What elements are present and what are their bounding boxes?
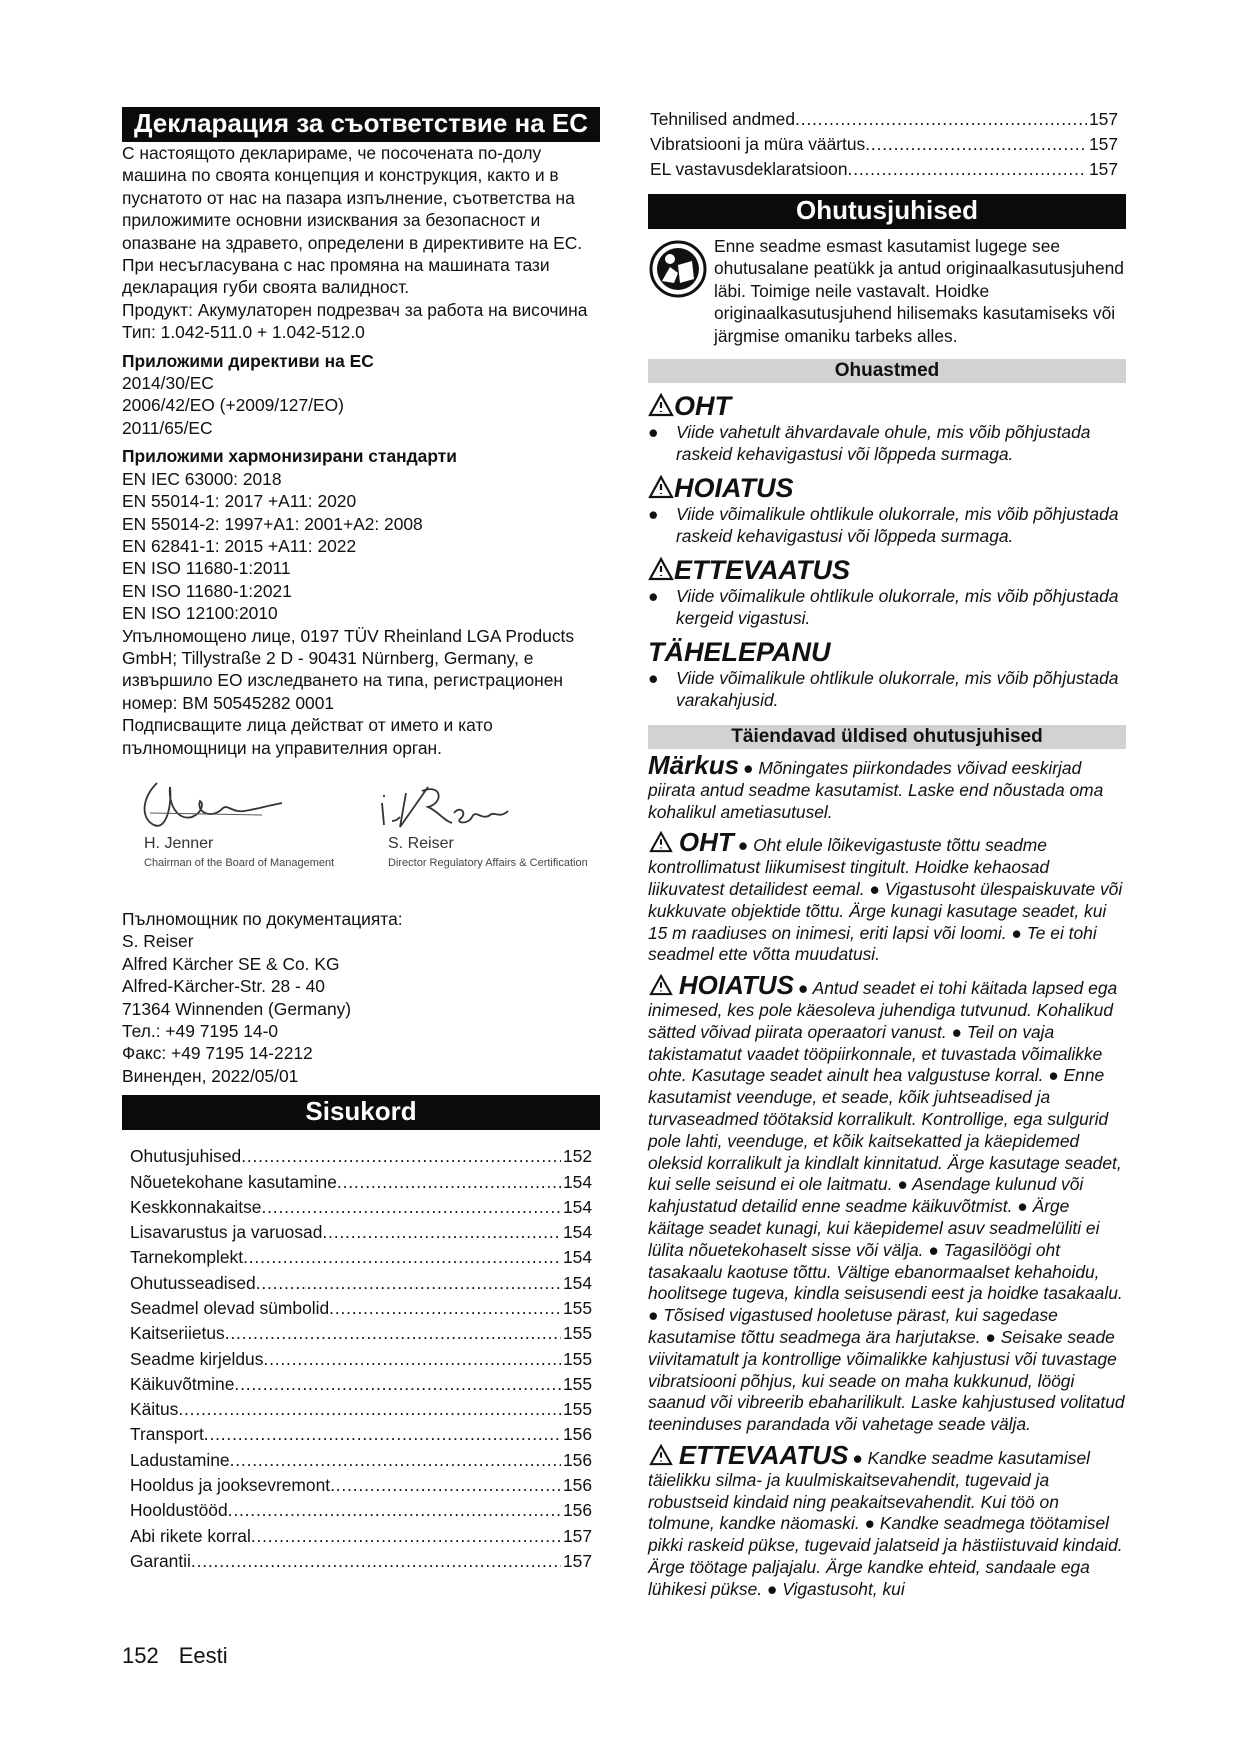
directive-item: 2011/65/ЕС bbox=[122, 417, 213, 438]
toc-entry-page: 155 bbox=[562, 1348, 592, 1369]
toc-entry-page: 155 bbox=[562, 1373, 592, 1394]
signer1-name: H. Jenner bbox=[144, 834, 214, 852]
caution-text: ● Kandke seadme kasutamisel täielikku silma- ja kuulmiskaitsevahendit, tugevaid ja robustseid kindaid ning peakaitsevahendit. Kui töö on tolmune, kandke näomaski. ● Kandke seadmega töötamisel pikki raskeid pükse, tugevaid jalatseid ja hästiistuvaid kindaid. Ärge töötage paljajalu. Ärge kandke ehteid, sandaale ega lühikesi pükse. ● Vigastusoht, kui bbox=[648, 1447, 1123, 1599]
page-footer bbox=[122, 1643, 248, 1669]
standard-item: EN 55014-2: 1997+A1: 2001+A2: 2008 bbox=[122, 513, 423, 534]
toc-entry[interactable] bbox=[130, 1498, 592, 1523]
caution-keyword: ETTEVAATUS bbox=[678, 1439, 849, 1470]
toc-entry[interactable] bbox=[650, 157, 1118, 182]
toc-entry-page: 156 bbox=[562, 1424, 592, 1445]
product-line: Продукт: Акумулаторен подрезвач за работа на височина bbox=[122, 299, 588, 320]
directives-heading: Приложими директиви на ЕС bbox=[122, 350, 374, 371]
signature-reiser bbox=[372, 773, 588, 869]
toc-entry-page: 157 bbox=[1088, 134, 1118, 154]
hazard-desc-text: Viide võimalikule ohtlikule olukorrale, mis võib põhjustada kergeid vigastusi. bbox=[676, 586, 1119, 629]
hazard-heading-text: HOIATUS bbox=[674, 473, 794, 504]
toc-entry-title: Abi rikete korral bbox=[130, 1525, 251, 1546]
toc-entry-title: Tehnilised andmed bbox=[650, 109, 796, 129]
safety-intro bbox=[648, 235, 1126, 347]
toc-entry-title: Nõuetekohane kasutamine bbox=[130, 1171, 337, 1192]
safety-intro-text: Enne seadme esmast kasutamist lugege see ohutusalane peatükk ja antud originaalkasutusjuhend läbi. Toimige neile vastavalt. Hoidke originaalkasutusjuhend hilisemaks kasutamiseks või järgmise omaniku tarbeks alles. bbox=[714, 236, 1124, 346]
signatures-block bbox=[122, 773, 600, 898]
toc-entry-title: Ohutusjuhised bbox=[130, 1146, 242, 1167]
toc-entry-title: Seadmel olevad sümbolid bbox=[130, 1298, 330, 1318]
table-of-contents bbox=[122, 1144, 600, 1574]
toc-entry-page: 156 bbox=[562, 1475, 592, 1496]
toc-entry-title: Käikuvõtmine bbox=[130, 1373, 235, 1394]
danger-keyword: OHT bbox=[678, 827, 734, 858]
toc-entry-title: Transport bbox=[130, 1424, 204, 1445]
toc-entry[interactable] bbox=[130, 1144, 592, 1169]
right-column bbox=[648, 107, 1126, 1601]
standard-item: EN 62841-1: 2015 +A11: 2022 bbox=[122, 535, 357, 556]
toc-entry-page: 154 bbox=[562, 1272, 592, 1293]
standard-item: EN ISO 11680-1:2021 bbox=[122, 580, 292, 601]
toc-entry-page: 154 bbox=[562, 1196, 592, 1217]
toc-entry-title: Vibratsiooni ja müra väärtus bbox=[650, 134, 866, 154]
toc-entry-title: Käitus bbox=[130, 1399, 179, 1420]
toc-entry-page: 156 bbox=[562, 1449, 592, 1470]
note-text: ● Mõningates piirkondades võivad eeskirjad piirata antud seadme kasutamist. Laske end nõustada oma kohalikul ametiasutusel. bbox=[648, 758, 1104, 822]
hazard-level bbox=[648, 555, 1126, 629]
toc-entry[interactable] bbox=[130, 1473, 592, 1498]
warning-triangle-icon bbox=[648, 557, 674, 581]
standard-item: EN ISO 11680-1:2011 bbox=[122, 558, 291, 579]
notified-body-text: Упълномощено лице, 0197 TÜV Rheinland LGA Products GmbH; Tillystraße 2 D - 90431 Nürnberg, Germany, е извършило ЕО изследването на типа, регистрационен номер: BM 50545282 0001 bbox=[122, 625, 575, 713]
hazard-desc: ● Viide võimalikule ohtlikule olukorrale, mis võib põhjustada kergeid vigastusi. bbox=[648, 585, 1126, 629]
warning-triangle-icon bbox=[648, 1444, 674, 1466]
hazard-heading bbox=[648, 555, 1126, 585]
toc-entry[interactable] bbox=[130, 1397, 592, 1422]
signatories-text: Подписващите лица действат от името и като пълномощници на управителния орган. bbox=[122, 715, 493, 758]
doc-agent-line: Факс: +49 7195 14-2212 bbox=[122, 1043, 313, 1064]
toc-entry[interactable] bbox=[130, 1422, 592, 1447]
warning-triangle-icon bbox=[648, 974, 674, 996]
toc-entry-title: Kaitseriietus bbox=[130, 1323, 225, 1344]
hazard-heading bbox=[648, 637, 1126, 667]
hazard-desc: ● Viide võimalikule ohtlikule olukorrale, mis võib põhjustada varakahjusid. bbox=[648, 667, 1126, 711]
toc-entry[interactable] bbox=[130, 1245, 592, 1270]
doc-agent-line: Виненден, 2022/05/01 bbox=[122, 1065, 299, 1086]
warning-triangle-icon bbox=[648, 831, 674, 853]
warning-paragraph bbox=[648, 970, 1126, 1436]
toc-entry-title: Keskkonnakaitse bbox=[130, 1196, 262, 1217]
standard-item: EN IEC 63000: 2018 bbox=[122, 468, 282, 489]
standards-heading: Приложими хармонизирани стандарти bbox=[122, 446, 457, 467]
warning-triangle-icon bbox=[648, 475, 674, 499]
toc-entry[interactable] bbox=[130, 1372, 592, 1397]
warning-triangle-icon bbox=[648, 393, 674, 417]
signature-jenner bbox=[132, 773, 335, 869]
general-safety-title: Täiendavad üldised ohutusjuhised bbox=[648, 725, 1126, 749]
toc-entry-title: Hooldus ja jooksevremont bbox=[130, 1475, 331, 1496]
hazard-level bbox=[648, 637, 1126, 711]
toc-entry[interactable] bbox=[130, 1448, 592, 1473]
toc-entry[interactable] bbox=[130, 1271, 592, 1296]
toc-entry-page: 152 bbox=[562, 1146, 592, 1167]
declaration-text: С настоящото декларираме, че посочената по-долу машина по своята концепция и конструкция, както и в пуснатото от нас на пазара изпълнение, съответства на приложимите основни изисквания за безопасност и опазване на здравето, определени в директивите на ЕС. При несъгласувана с нас промяна на машината тази декларация губи своята валидност. bbox=[122, 143, 583, 298]
doc-agent-line: Alfred-Kärcher-Str. 28 - 40 bbox=[122, 976, 325, 997]
hazard-heading-text: TÄHELEPANU bbox=[648, 637, 831, 668]
toc-entry-title: EL vastavusdeklaratsioon bbox=[650, 159, 848, 179]
toc-entry[interactable] bbox=[130, 1170, 592, 1195]
doc-agent-line: S. Reiser bbox=[122, 931, 194, 952]
signer1-role: Chairman of the Board of Management bbox=[144, 856, 335, 869]
doc-agent-line: Alfred Kärcher SE & Co. KG bbox=[122, 953, 340, 974]
toc-entry-page: 157 bbox=[1088, 109, 1118, 129]
toc-entry-page: 157 bbox=[562, 1550, 592, 1571]
hazard-heading-text: OHT bbox=[674, 391, 731, 422]
toc-entry-page: 156 bbox=[562, 1500, 592, 1521]
warning-text: ● Antud seadet ei tohi käitada lapsed ega inimesed, kes pole käesoleva juhendiga tutvunud. Kohalikud sätted võivad piirata operaatori vanust. ● Teil on vaja takistamatut vaadet tööpiirkonnale, et tuvastada võimalikke ohte. Kasutage seadet ainult hea valgustuse korral. ● Enne kasutamist veenduge, et seade, kõik juhtseadised ja turvaseadmed töötaksid korralikult. Kontrollige, ega sulgurid pole lahti, veenduge, et kõik kaitsekatted ja käepidemed oleksid korralikult ja kindlalt kinnitatud. Ärge kasutage seadet, kui selle seisund ei ole laitmatu. ● Asendage kulunud või kahjustatud detailid enne seadme käikuvõtmist. ● Ärge käitage seadet kunagi, kui käepidemel asuv seadmelüliti ei lülita nõuetekohaselt sisse või välja. ● Tagasilöögi oht tasakaalu kaotuse tõttu. Vältige ebanormaalset kehahoidu, hoolitsege tugeva, kindla seisusendi eest ja hoidke tasakaalu. ● Tõsised vigastused hooletuse pärast, kui sagedase kasutamise tõttu seadmega ära harjutakse. ● Seisake seade viivitamatult ja kontrollige võimalikke kahjustusi või tuvastage vibratsiooni põhjus, kui seade on maha kukkunud, löögi saanud või vibreerib ebaharilikult. Laske kahjustused volitatud teeninduses parandada või vahetage seade välja. bbox=[648, 978, 1125, 1435]
danger-text: ● Oht elule lõikevigastuste tõttu seadme kontrollimatust liikumisest tingitult. Hoidke kehaosad liikuvatest detailidest eemal. ● Vigastusoht ülespaiskuvate või kukkuvate objektide tõttu. Ärge kunagi kasutage seadet, kui 15 m raadiuses on inimesi, eriti lapsi või loomi. ● Te ei tohi seadmel ette võtta muudatusi. bbox=[648, 835, 1123, 965]
standard-item: EN 55014-1: 2017 +A11: 2020 bbox=[122, 491, 357, 512]
note-keyword: Märkus bbox=[648, 750, 740, 781]
hazard-level bbox=[648, 473, 1126, 547]
signer2-role: Director Regulatory Affairs & Certification bbox=[388, 856, 588, 869]
type-line: Тип: 1.042-511.0 + 1.042-512.0 bbox=[122, 322, 365, 343]
hazard-heading-text: ETTEVAATUS bbox=[674, 555, 851, 586]
toc-entry-title: Ohutusseadised bbox=[130, 1272, 256, 1293]
left-column bbox=[122, 107, 600, 1574]
hazard-desc-text: Viide võimalikule ohtlikule olukorrale, mis võib põhjustada varakahjusid. bbox=[676, 668, 1119, 711]
hazard-levels-title: Ohuastmed bbox=[648, 359, 1126, 383]
toc-entry-page: 154 bbox=[562, 1247, 592, 1268]
toc-continued bbox=[648, 107, 1126, 182]
hazard-heading bbox=[648, 391, 1126, 421]
toc-entry[interactable] bbox=[130, 1220, 592, 1245]
hazard-desc-text: Viide võimalikule ohtlikule olukorrale, mis võib põhjustada raskeid kehavigastusi või lõppeda surmaga. bbox=[676, 504, 1119, 547]
toc-entry-page: 154 bbox=[562, 1171, 592, 1192]
page-number: 152 bbox=[122, 1643, 159, 1668]
toc-entry-page: 155 bbox=[562, 1323, 592, 1344]
toc-entry[interactable] bbox=[130, 1549, 592, 1574]
doc-agent-line: Тел.: +49 7195 14-0 bbox=[122, 1021, 279, 1041]
toc-entry-page: 154 bbox=[562, 1222, 592, 1243]
directive-item: 2006/42/EO (+2009/127/EO) bbox=[122, 395, 344, 416]
standard-item: EN ISO 12100:2010 bbox=[122, 603, 278, 624]
toc-entry-title: Ladustamine bbox=[130, 1449, 230, 1470]
toc-entry-title: Seadme kirjeldus bbox=[130, 1348, 264, 1369]
danger-paragraph bbox=[648, 827, 1126, 966]
toc-entry-page: 155 bbox=[562, 1399, 592, 1420]
toc-entry-page: 157 bbox=[1088, 159, 1118, 179]
hazard-level bbox=[648, 391, 1126, 465]
signer2-name: S. Reiser bbox=[388, 834, 454, 852]
toc-entry[interactable] bbox=[130, 1321, 592, 1346]
toc-entry[interactable] bbox=[130, 1195, 592, 1220]
toc-entry-title: Garantii bbox=[130, 1550, 191, 1571]
toc-entry-title: Hooldustööd bbox=[130, 1500, 228, 1521]
caution-paragraph bbox=[648, 1439, 1126, 1601]
hazard-desc-text: Viide vahetult ähvardavale ohule, mis võib põhjustada raskeid kehavigastusi või lõppeda surmaga. bbox=[676, 422, 1091, 465]
toc-entry[interactable] bbox=[130, 1524, 592, 1549]
toc-entry[interactable] bbox=[650, 107, 1118, 132]
toc-entry-page: 157 bbox=[562, 1525, 592, 1546]
warning-keyword: HOIATUS bbox=[678, 970, 794, 1001]
toc-entry-title: Tarnekomplekt bbox=[130, 1247, 244, 1268]
doc-agent-line: 71364 Winnenden (Germany) bbox=[122, 998, 352, 1019]
toc-entry-page: 155 bbox=[562, 1298, 592, 1318]
toc-entry[interactable] bbox=[650, 132, 1118, 157]
safety-title: Ohutusjuhised bbox=[648, 194, 1126, 229]
hazard-heading bbox=[648, 473, 1126, 503]
toc-entry[interactable] bbox=[130, 1296, 592, 1321]
signature-reiser-icon bbox=[372, 773, 522, 835]
toc-title: Sisukord bbox=[122, 1095, 600, 1130]
directive-item: 2014/30/ЕС bbox=[122, 373, 214, 394]
toc-entry[interactable] bbox=[130, 1347, 592, 1372]
signature-jenner-icon bbox=[132, 773, 302, 835]
read-manual-icon bbox=[648, 239, 708, 299]
note-paragraph bbox=[648, 750, 1126, 823]
hazard-desc: ● Viide vahetult ähvardavale ohule, mis võib põhjustada raskeid kehavigastusi või lõppeda surmaga. bbox=[648, 421, 1126, 465]
declaration-title: Декларация за съответствие на ЕС bbox=[122, 107, 600, 142]
toc-entry-title: Lisavarustus ja varuosad bbox=[130, 1222, 323, 1243]
doc-agent-label: Пълномощник по документацията: bbox=[122, 908, 403, 929]
hazard-desc: ● Viide võimalikule ohtlikule olukorrale, mis võib põhjustada raskeid kehavigastusi või lõppeda surmaga. bbox=[648, 503, 1126, 547]
language-label: Eesti bbox=[178, 1643, 228, 1668]
